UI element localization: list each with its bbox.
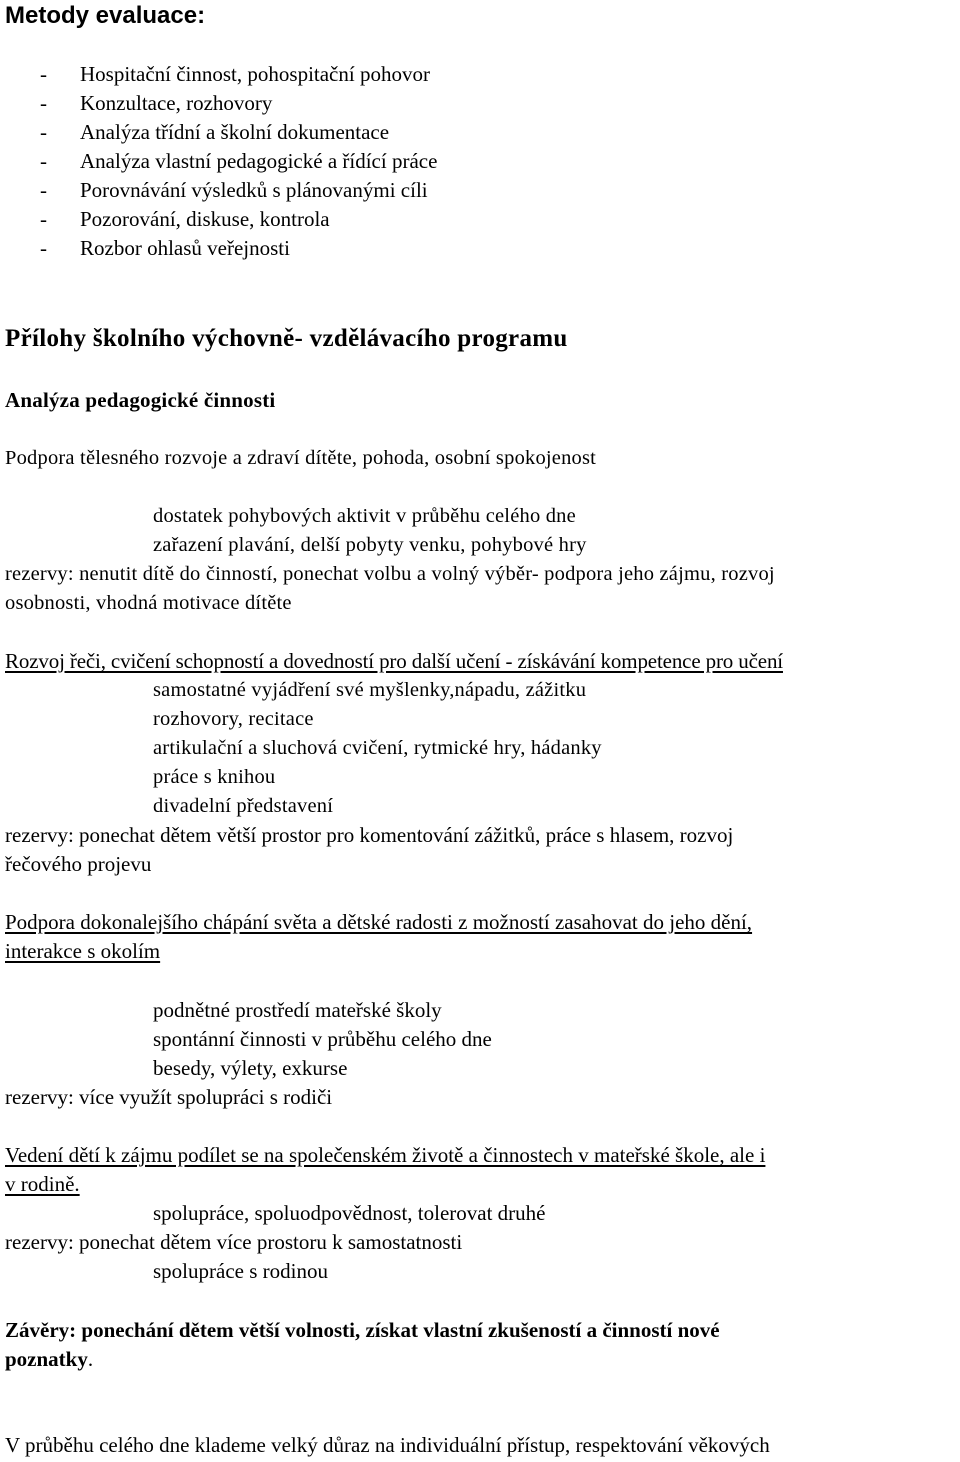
section2-item: samostatné vyjádření své myšlenky,nápadu, zážitku bbox=[153, 679, 587, 701]
list-item: Analýza třídní a školní dokumentace bbox=[80, 120, 390, 144]
list-bullet: - bbox=[40, 236, 47, 260]
section1-reserves-cont: osobnosti, vhodná motivace dítěte bbox=[5, 592, 292, 614]
conclusion-text: Závěry: ponechání dětem větší volnosti, získat vlastní zkušeností a činností nové bbox=[5, 1318, 720, 1342]
list-bullet: - bbox=[40, 120, 47, 144]
section2-item: artikulační a sluchová cvičení, rytmické hry, hádanky bbox=[153, 737, 602, 759]
section4-item: spolupráce, spoluodpovědnost, tolerovat druhé bbox=[153, 1201, 546, 1225]
list-item: Rozbor ohlasů veřejnosti bbox=[80, 236, 290, 260]
list-item: Analýza vlastní pedagogické a řídící práce bbox=[80, 149, 438, 173]
analysis-heading: Analýza pedagogické činnosti bbox=[5, 388, 276, 412]
list-bullet: - bbox=[40, 178, 47, 202]
conclusion-text-cont bbox=[5, 1349, 93, 1370]
list-bullet: - bbox=[40, 62, 47, 86]
page-title: Metody evaluace: bbox=[5, 2, 206, 29]
section4-heading-cont: v rodině. bbox=[5, 1172, 80, 1196]
section2-reserves: rezervy: ponechat dětem větší prostor pro komentování zážitků, práce s hlasem, rozvoj bbox=[5, 823, 734, 847]
list-item: Konzultace, rozhovory bbox=[80, 91, 273, 115]
section3-item: besedy, výlety, exkurse bbox=[153, 1056, 348, 1080]
section2-item: divadelní představení bbox=[153, 795, 334, 817]
section4-item: spolupráce s rodinou bbox=[153, 1259, 328, 1283]
section4-heading: Vedení dětí k zájmu podílet se na společenském životě a činnostech v mateřské škole, ale i bbox=[5, 1143, 766, 1167]
conclusion-period: . bbox=[87, 1347, 94, 1371]
section3-heading: Podpora dokonalejšího chápání světa a dětské radosti z možností zasahovat do jeho dění, bbox=[5, 910, 753, 934]
closing-paragraph: V průběhu celého dne klademe velký důraz na individuální přístup, respektování věkových bbox=[5, 1433, 770, 1457]
list-bullet: - bbox=[40, 149, 47, 173]
section4-reserves: rezervy: ponechat dětem více prostoru k samostatnosti bbox=[5, 1230, 463, 1254]
section2-item: práce s knihou bbox=[153, 766, 276, 788]
section1-reserves: rezervy: nenutit dítě do činností, ponechat volbu a volný výběr- podpora jeho zájmu, rozvoj bbox=[5, 563, 775, 585]
section2-reserves-cont: řečového projevu bbox=[5, 852, 152, 876]
section3-item: podnětné prostředí mateřské školy bbox=[153, 998, 442, 1022]
section1-item: zařazení plavání, delší pobyty venku, pohybové hry bbox=[153, 534, 587, 556]
attachments-heading: Přílohy školního výchovně- vzdělávacího programu bbox=[5, 325, 568, 352]
section1-heading: Podpora tělesného rozvoje a zdraví dítěte, pohoda, osobní spokojenost bbox=[5, 447, 597, 469]
list-item: Pozorování, diskuse, kontrola bbox=[80, 207, 330, 231]
section3-heading-cont: interakce s okolím bbox=[5, 939, 161, 963]
section3-reserves: rezervy: více využít spolupráci s rodiči bbox=[5, 1085, 333, 1109]
conclusion-bold-word: poznatky bbox=[5, 1347, 88, 1371]
list-bullet: - bbox=[40, 91, 47, 115]
section2-heading: Rozvoj řeči, cvičení schopností a dovedností pro další učení - získávání kompetence pro učení bbox=[5, 649, 783, 673]
section3-item: spontánní činnosti v průběhu celého dne bbox=[153, 1027, 492, 1051]
list-item: Hospitační činnost, pohospitační pohovor bbox=[80, 62, 430, 86]
list-bullet: - bbox=[40, 207, 47, 231]
list-item: Porovnávání výsledků s plánovanými cíli bbox=[80, 178, 428, 202]
section2-item: rozhovory, recitace bbox=[153, 708, 314, 730]
section1-item: dostatek pohybových aktivit v průběhu celého dne bbox=[153, 505, 576, 527]
